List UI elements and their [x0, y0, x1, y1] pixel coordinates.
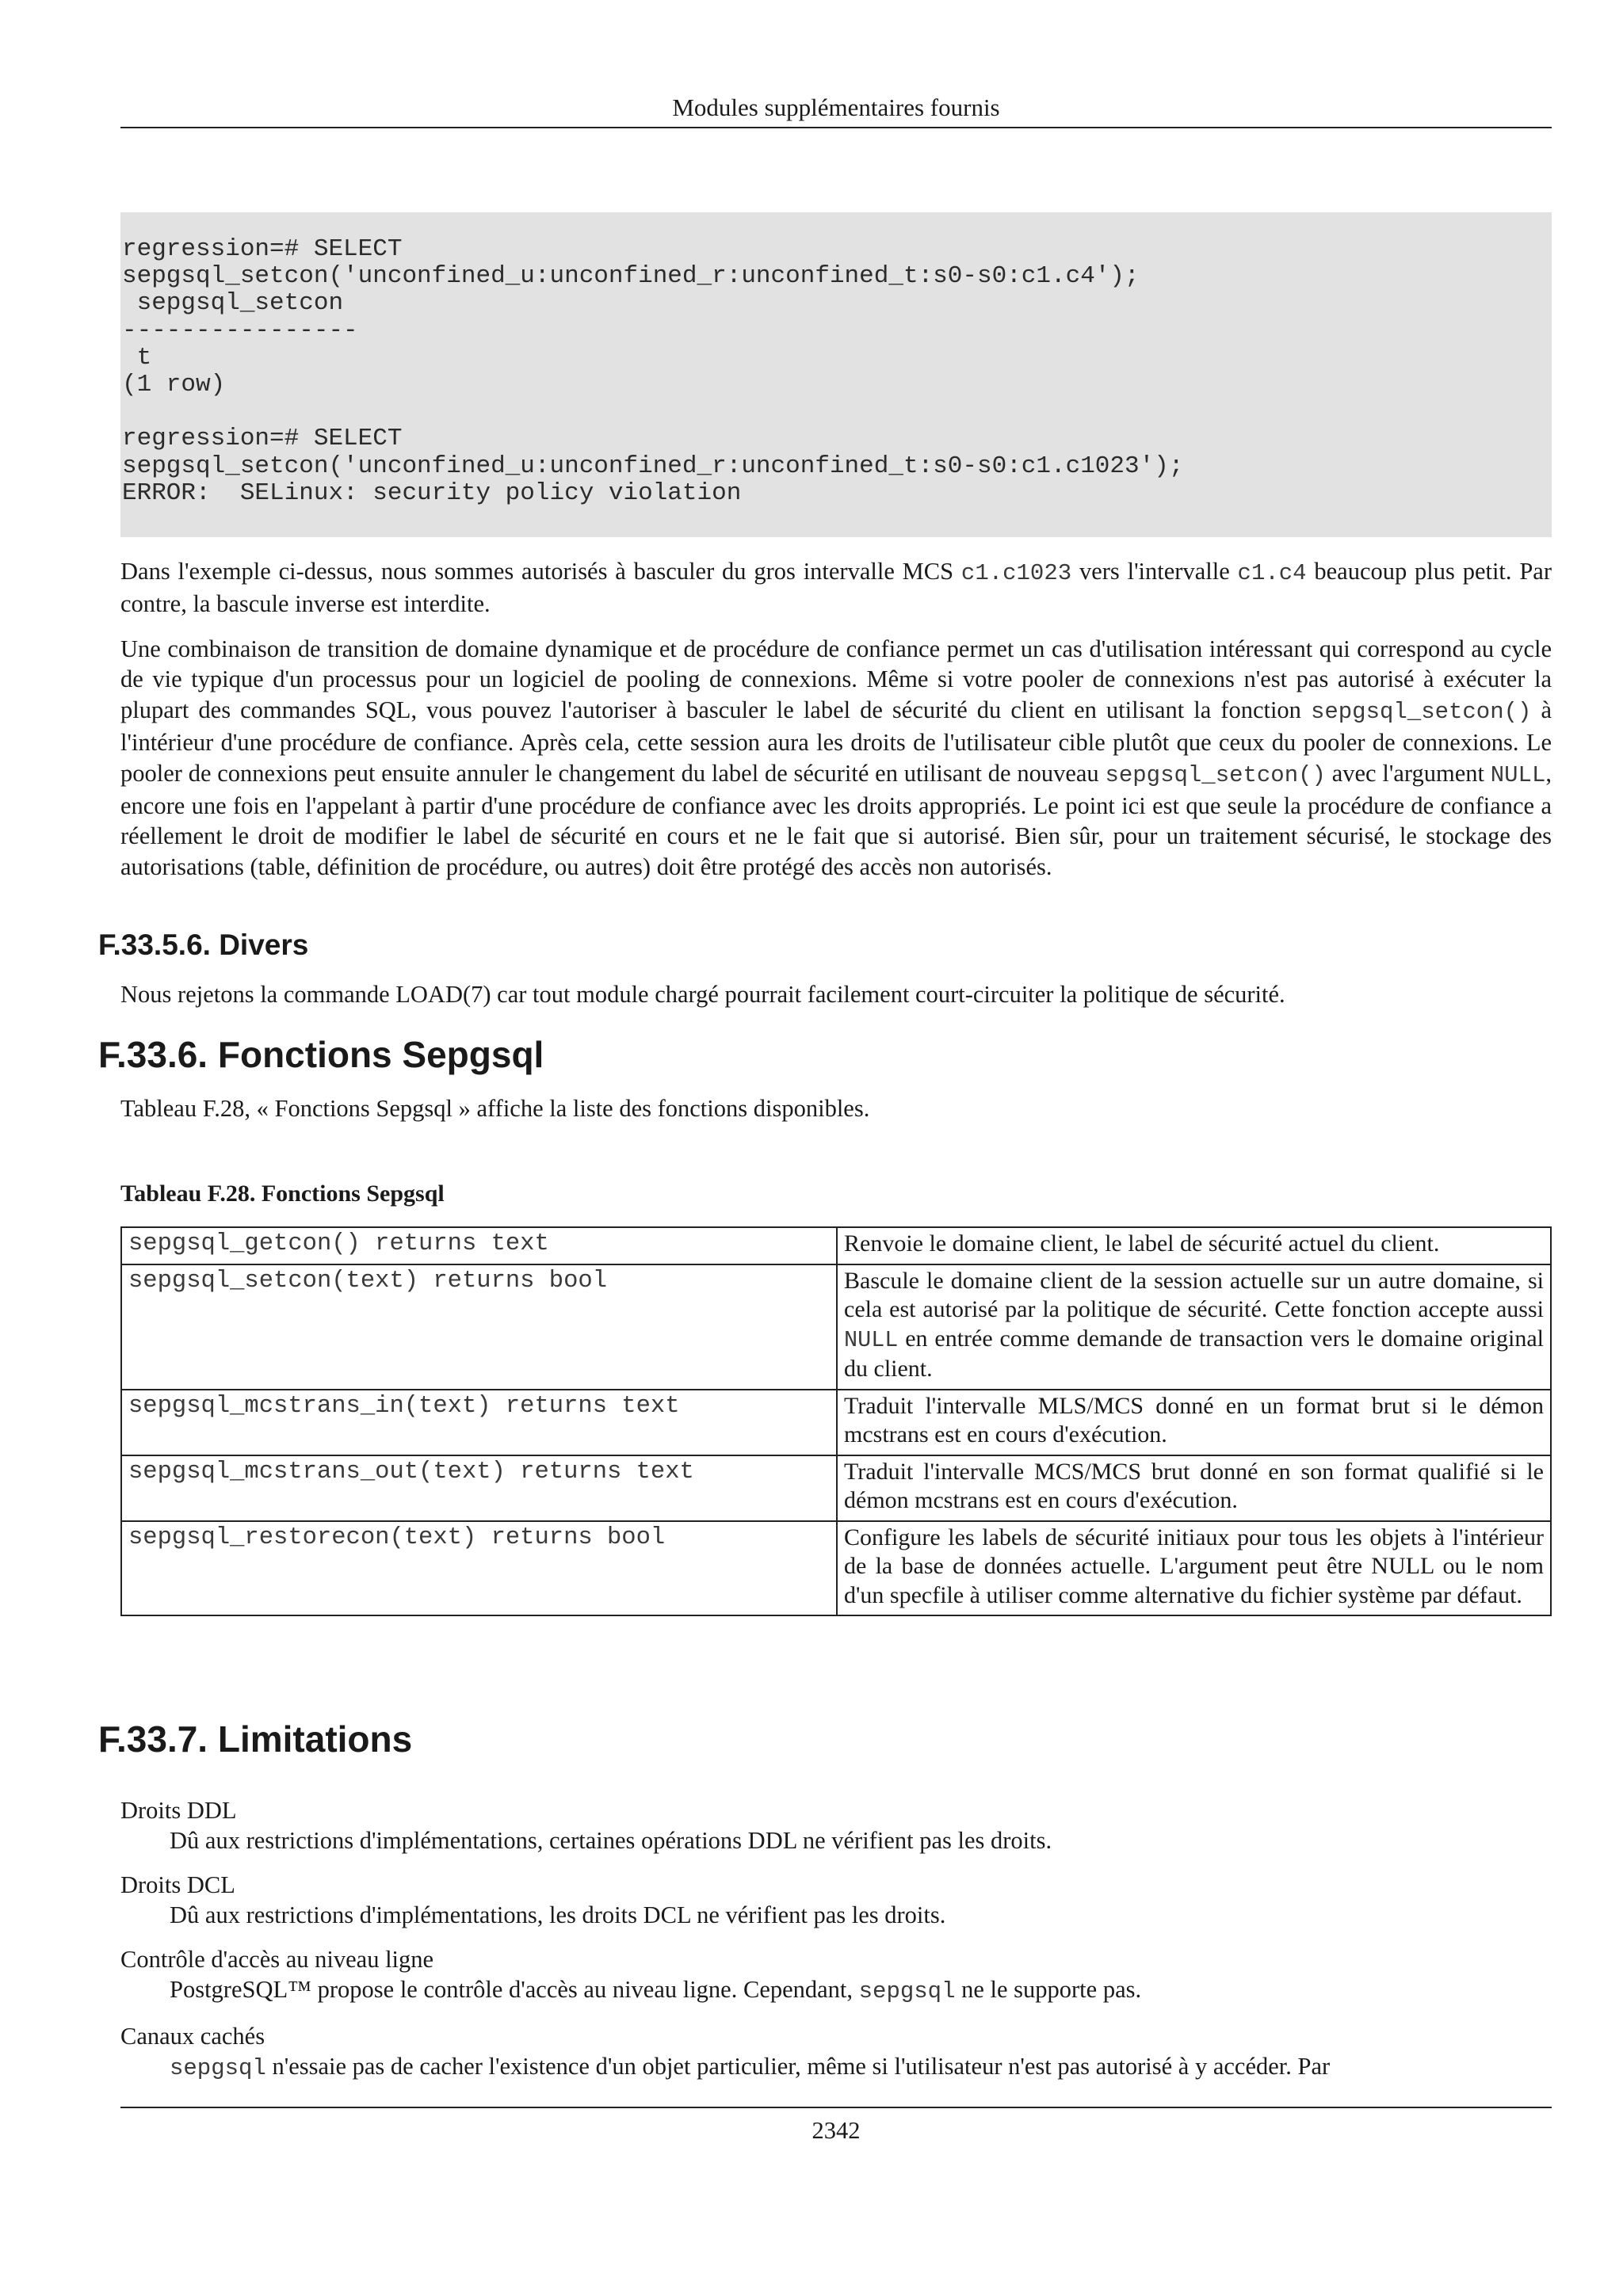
code-line: (1 row) — [122, 371, 226, 399]
inline-code: NULL — [844, 1326, 899, 1353]
list-item — [120, 1795, 1552, 1855]
inline-code: sepgsql — [858, 1978, 956, 2004]
heading-limitations: F.33.7. Limitations — [98, 1718, 413, 1760]
limitation-definition: sepgsql n'essaie pas de cacher l'existence d'un objet particulier, même si l'utilisateur n'est pas autorisé à y accéder. Par — [170, 2053, 1331, 2081]
inline-code: c1.c1023 — [960, 560, 1072, 586]
code-line: ---------------- — [122, 316, 358, 345]
code-example — [120, 212, 1552, 537]
function-description: Renvoie le domaine client, le label de sécurité actuel du client. — [837, 1227, 1551, 1264]
function-signature: sepgsql_getcon() returns text — [121, 1227, 837, 1264]
paragraph-mcs-interval: Dans l'exemple ci-dessus, nous sommes autorisés à basculer du gros intervalle MCS c1.c1023 vers l'intervalle c1.c4 beaucoup plus petit. Par contre, la bascule inverse est interdite. — [120, 558, 1552, 618]
function-signature: sepgsql_mcstrans_out(text) returns text — [121, 1455, 837, 1521]
paragraph-divers: Nous rejetons la commande LOAD(7) car tout module chargé pourrait facilement court-circuiter la politique de sécurité. — [120, 981, 1285, 1008]
code-line: regression=# SELECT — [122, 235, 403, 263]
inline-code: sepgsql_setcon() — [1105, 761, 1326, 788]
function-signature: sepgsql_restorecon(text) returns bool — [121, 1521, 837, 1616]
code-line: regression=# SELECT — [122, 425, 403, 453]
footer-rule — [120, 2107, 1552, 2108]
table-row — [121, 1455, 1551, 1521]
header-rule — [120, 127, 1552, 128]
table-row — [121, 1390, 1551, 1455]
function-description: Bascule le domaine client de la session actuelle sur un autre domaine, si cela est autorisé par la politique de sécurité. Cette fonction accepte aussi NULL en entrée comme demande de transaction vers le domaine original du client. — [837, 1264, 1551, 1390]
table-caption: Tableau F.28. Fonctions Sepgsql — [120, 1180, 445, 1207]
limitation-term: Canaux cachés — [120, 2023, 265, 2050]
limitation-definition: Dû aux restrictions d'implémentations, certaines opérations DDL ne vérifient pas les droits. — [170, 1827, 1052, 1854]
function-description: Configure les labels de sécurité initiaux pour tous les objets à l'intérieur de la base de données actuelle. L'argument peut être NULL ou le nom d'un specfile à utiliser comme alternative du fichier système par défaut. — [837, 1521, 1551, 1616]
code-line: sepgsql_setcon — [122, 289, 344, 318]
function-signature: sepgsql_mcstrans_in(text) returns text — [121, 1390, 837, 1455]
list-item — [120, 1870, 1552, 1930]
inline-code: NULL — [1490, 761, 1546, 788]
paragraph-trusted-procedure: Une combinaison de transition de domaine dynamique et de procédure de confiance permet un cas d'utilisation intéressant qui correspond au cycle de vie typique d'un processus pour un logiciel de pooling de connexions. Même si votre pooler de connexions n'est pas autorisé à exécuter la plupart des commandes SQL, vous pouvez l'autoriser à basculer le label de sécurité du client en utilisant la fonction sepgsql_setcon() à l'intérieur d'une procédure de confiance. Après cela, cette session aura les droits de l'utilisateur cible plutôt que ceux du pooler de connexions. Le pooler de connexions peut ensuite annuler le changement du label de sécurité en utilisant de nouveau sepgsql_setcon() avec l'argument NULL, encore une fois en l'appelant à partir d'une procédure de confiance avec les droits appropriés. Le point ici est que seule la procédure de confiance a réellement le droit de modifier le label de sécurité en cours et ne le fait que si autorisé. Bien sûr, pour un traitement sécurisé, le stockage des autorisations (table, définition de procédure, ou autres) doit être protégé des accès non autorisés. — [120, 635, 1552, 880]
inline-code: sepgsql — [170, 2055, 266, 2081]
code-listing — [122, 236, 1552, 507]
list-item — [120, 1944, 1552, 2007]
limitation-definition: Dû aux restrictions d'implémentations, les droits DCL ne vérifient pas les droits. — [170, 1901, 946, 1928]
page-number: 2342 — [812, 2117, 861, 2144]
limitation-term: Contrôle d'accès au niveau ligne — [120, 1946, 434, 1973]
list-item — [120, 2021, 1552, 2084]
table-row — [121, 1521, 1551, 1616]
limitation-definition: PostgreSQL™ propose le contrôle d'accès au niveau ligne. Cependant, sepgsql ne le supporte pas. — [170, 1976, 1142, 2004]
limitation-term: Droits DDL — [120, 1797, 237, 1824]
function-signature: sepgsql_setcon(text) returns bool — [121, 1264, 837, 1390]
function-description: Traduit l'intervalle MCS/MCS brut donné en son format qualifié si le démon mcstrans est en cours d'exécution. — [837, 1455, 1551, 1521]
limitation-term: Droits DCL — [120, 1871, 235, 1898]
table-row — [121, 1227, 1551, 1264]
inline-code: c1.c4 — [1237, 560, 1307, 586]
paragraph-fonctions-intro: Tableau F.28, « Fonctions Sepgsql » affiche la liste des fonctions disponibles. — [120, 1095, 870, 1122]
inline-code: sepgsql_setcon() — [1310, 698, 1532, 725]
code-line: ERROR: SELinux: security policy violation — [122, 479, 742, 507]
table-row — [121, 1264, 1551, 1390]
function-description: Traduit l'intervalle MLS/MCS donné en un format brut si le démon mcstrans est en cours d'exécution. — [837, 1390, 1551, 1455]
functions-table — [120, 1226, 1552, 1616]
code-line: t — [122, 343, 152, 372]
code-line: sepgsql_setcon('unconfined_u:unconfined_r:unconfined_t:s0-s0:c1.c1023'); — [122, 452, 1184, 480]
code-line: sepgsql_setcon('unconfined_u:unconfined_r:unconfined_t:s0-s0:c1.c4'); — [122, 262, 1140, 291]
heading-divers: F.33.5.6. Divers — [98, 929, 309, 961]
running-header: Modules supplémentaires fournis — [672, 93, 1000, 121]
limitations-list — [120, 1795, 1552, 2084]
heading-fonctions: F.33.6. Fonctions Sepgsql — [98, 1034, 544, 1075]
